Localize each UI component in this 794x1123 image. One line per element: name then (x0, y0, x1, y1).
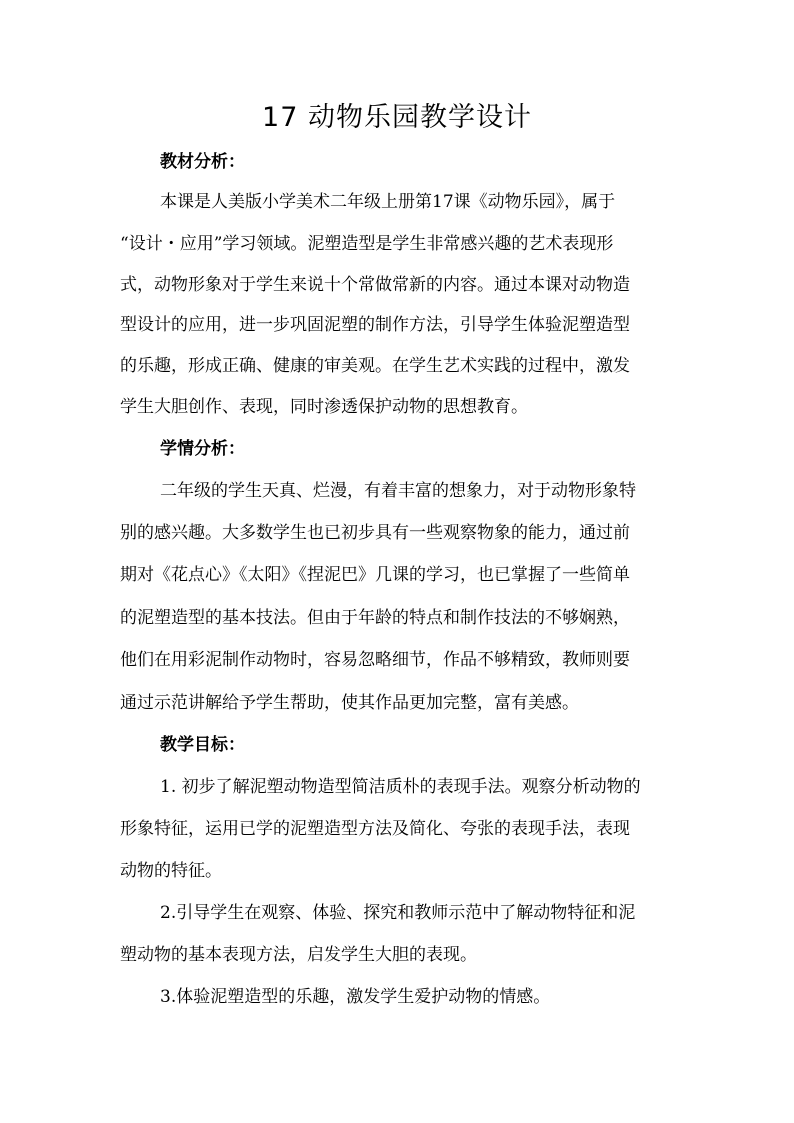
paragraph-line: 本课是人美版小学美术二年级上册第17课《动物乐园》，属于 (160, 192, 616, 212)
objective-line: 塑动物的基本表现方法，启发学生大胆的表现。 (120, 945, 477, 965)
paragraph-line: 别的感兴趣。大多数学生也已初步具有一些观察物象的能力，通过前 (120, 523, 630, 543)
objective-line: 1. 初步了解泥塑动物造型简洁质朴的表现手法。观察分析动物的 (160, 777, 641, 797)
section-heading-teaching-objectives: 教学目标： (160, 735, 245, 755)
paragraph-line: 的泥塑造型的基本技法。但由于年龄的特点和制作技法的不够娴熟， (120, 608, 630, 628)
paragraph-line: 学生大胆创作、表现，同时渗透保护动物的思想教育。 (120, 397, 528, 417)
objective-line: 形象特征，运用已学的泥塑造型方法及简化、夸张的表现手法，表现 (120, 819, 630, 839)
paragraph-line: “设计・应用”学习领域。泥塑造型是学生非常感兴趣的艺术表现形 (120, 234, 614, 254)
objective-line: 动物的特征。 (120, 861, 222, 881)
section-heading-textbook-analysis: 教材分析： (160, 152, 245, 172)
objective-line: 3.体验泥塑造型的乐趣，激发学生爱护动物的情感。 (160, 987, 551, 1007)
paragraph-line: 式，动物形象对于学生来说十个常做常新的内容。通过本课对动物造 (120, 275, 630, 295)
paragraph-line: 型设计的应用，进一步巩固泥塑的制作方法，引导学生体验泥塑造型 (120, 315, 630, 335)
paragraph-line: 通过示范讲解给予学生帮助，使其作品更加完整，富有美感。 (120, 693, 579, 713)
paragraph-line: 二年级的学生天真、烂漫，有着丰富的想象力，对于动物形象特 (160, 481, 636, 501)
objective-line: 2.引导学生在观察、体验、探究和教师示范中了解动物特征和泥 (160, 903, 636, 923)
section-heading-learner-analysis: 学情分析： (160, 439, 245, 459)
document-title: 17 动物乐园教学设计 (262, 102, 532, 133)
paragraph-line: 期对《花点心》《太阳》《捏泥巴》几课的学习，也已掌握了一些简单 (120, 565, 630, 585)
paragraph-line: 他们在用彩泥制作动物时，容易忽略细节，作品不够精致，教师则要 (120, 650, 630, 670)
paragraph-line: 的乐趣，形成正确、健康的审美观。在学生艺术实践的过程中，激发 (120, 356, 630, 376)
